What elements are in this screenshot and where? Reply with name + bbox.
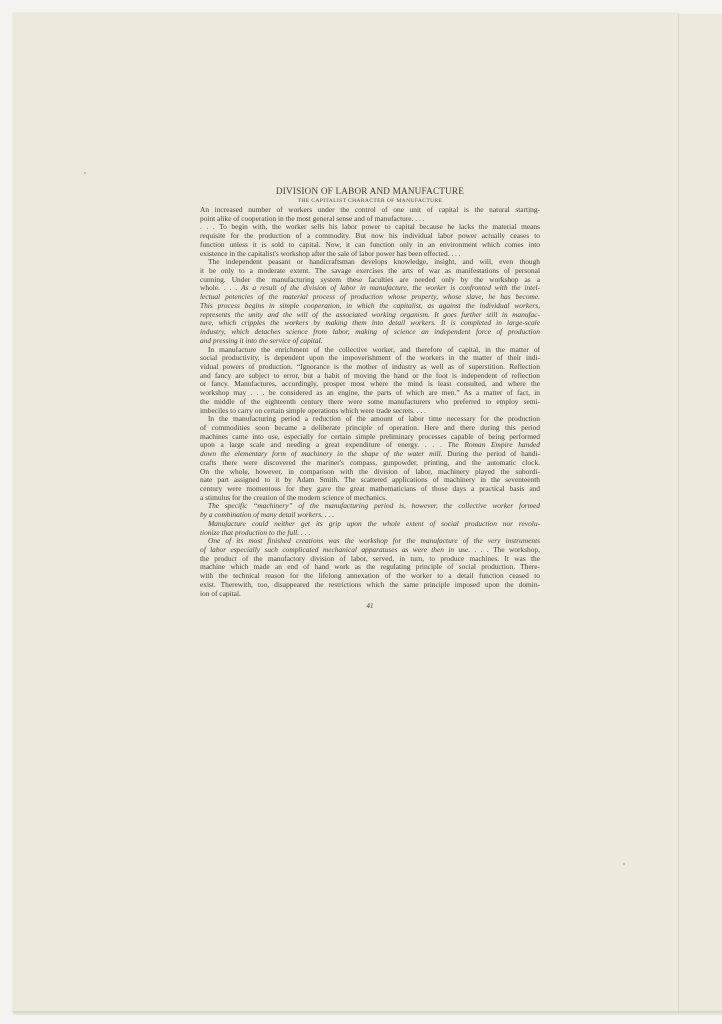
next-sheet-edge	[678, 14, 722, 1013]
text-line: crafts there were discovered the mariner's compass, gunpowder, printing, and the automatic clock.	[200, 458, 540, 467]
text-line: workshop may . . . be considered as an engine, the parts of which are men.” As a matter of fact, in	[200, 389, 540, 398]
text-run: During the period of handi-	[442, 450, 540, 459]
text-run: As a result of the division of labor in manufacture, the worker is confronted with the intel-	[241, 284, 540, 293]
text-run: The Roman Empire handed	[447, 441, 540, 450]
text-line: cunning. Under the manufacturing system these faculties are needed only by the workshop as a	[200, 275, 540, 284]
text-line: . . . To begin with, the worker sells his labor power to capital because he lacks the material means	[200, 223, 540, 232]
text-line	[200, 441, 540, 450]
text-run: down the elementary form of machinery in the shape of the water mill.	[200, 450, 443, 459]
text-line: or fancy. Manufactures, accordingly, prosper most where the mind is least consulted, and where the	[200, 380, 540, 389]
text-run: upon a large scale and needing a great expenditure of energy. . . .	[200, 441, 448, 450]
text-line: The independent peasant or handicraftsman develops knowledge, insight, and will, even though	[208, 258, 540, 267]
text-line: machine which made an end of hand work as the regulating principle of social production. There-	[200, 563, 540, 572]
text-line: tionize that production to the full. . . .	[200, 528, 311, 537]
text-line: An increased number of workers under the control of one unit of capital is the natural starting-	[200, 206, 540, 214]
text-line: function unless it is sold to capital. Now, it can function only in an environment which comes into	[200, 240, 540, 249]
text-line: century were momentous for they gave the great mathematicians of those days a practical basis and	[200, 485, 540, 493]
document-subtitle: THE CAPITALIST CHARACTER OF MANUFACTURE	[297, 198, 443, 204]
text-line: requisite for the production of a commodity. But now his individual labor power actually ceases to	[200, 232, 540, 241]
text-line: represents the unity and the will of the associated working organism. It goes further still in manufac-	[200, 310, 540, 319]
text-line: of commodities soon became a deliberate principle of operation. Here and there during this period	[200, 423, 540, 432]
text-line: machines came into use, especially for certain simple preliminary processes capable of being performed	[200, 432, 540, 441]
text-line: social productivity, is dependent upon the impoverishment of the workers in the matter of their indi-	[200, 354, 540, 363]
text-run: whole. . . .	[200, 284, 242, 293]
text-line: exist. Therewith, too, disappeared the restrictions which the same principle imposed upon the domin-	[200, 580, 540, 589]
text-line: On the whole, however, in comparison with the division of labor, machinery played the subordi-	[200, 467, 540, 476]
sheet-bottom-edge	[13, 1011, 722, 1015]
text-line: existence in the capitalist's workshop after the sale of labor power has been effected. . . .	[200, 249, 461, 258]
text-line: point alike of cooperation in the most general sense and of manufacture. . . .	[200, 214, 425, 223]
text-line: In manufacture the enrichment of the collective worker, and therefore of capital, in the matter of	[208, 345, 540, 354]
text-run: The workshop,	[488, 546, 540, 555]
text-line: One of its most finished creations was the workshop for the manufacture of the very instruments	[208, 537, 540, 546]
document-body	[200, 206, 540, 598]
document-text-block	[200, 186, 540, 610]
text-line: a stimulus for the creation of the modern science of mechanics.	[200, 493, 387, 502]
text-line	[200, 284, 540, 293]
text-line: Manufacture could neither get its grip upon the whole extent of social production nor revolu-	[208, 519, 540, 528]
text-line: vidual powers of production. “Ignorance is the mother of industry as well as of superstition. Reflection	[200, 362, 540, 371]
text-line: The specific “machinery” of the manufacturing period is, however, the collective worker formed	[208, 502, 540, 511]
page-number: 41	[366, 602, 374, 611]
text-line: by a combination of many detail workers. . . .	[200, 511, 335, 520]
text-line: imbeciles to carry on certain simple operations which were trade secrets. . . .	[200, 406, 426, 415]
text-line: industry, which detaches science from labor, making of science an independent force of production	[200, 328, 540, 337]
text-line: In the manufacturing period a reduction of the amount of labor time necessary for the production	[208, 415, 540, 424]
document-title: DIVISION OF LABOR AND MANUFACTURE	[275, 186, 465, 196]
text-line: ture, which cripples the workers by making them into detail workers. It is completed in large-scale	[200, 319, 540, 328]
text-line: nate part assigned to it by Adam Smith. The scattered applications of machinery in the seventeenth	[200, 476, 540, 485]
text-run: of labor especially such complicated mechanical apparatuses as were then in use. . . .	[200, 546, 489, 555]
paper-speck	[623, 863, 625, 865]
paper-speck	[84, 172, 86, 174]
text-line	[200, 546, 540, 555]
text-line: the middle of the eighteenth century there were some manufacturers who preferred to employ semi-	[200, 397, 540, 406]
text-line: This process begins in simple cooperation, in which the capitalist, as against the individual workers,	[200, 301, 540, 310]
text-line: the product of the manufactory division of labor, served, in turn, to produce machines. It was the	[200, 554, 540, 563]
text-line: lectual potencies of the material process of production whose property, whose slave, he has become.	[200, 293, 540, 302]
text-line: it be only to a moderate extent. The savage exercises the arts of war as manifestations of personal	[200, 267, 540, 276]
text-line: with the technical reason for the lifelong annexation of the worker to a detail function ceased to	[200, 572, 540, 581]
text-line: and fancy are subject to error, but a habit of moving the hand or the foot is independent of reflection	[200, 371, 540, 380]
text-line: and pressing it into the service of capital.	[200, 336, 323, 345]
text-line: ion of capital.	[200, 589, 241, 598]
text-line	[200, 450, 540, 459]
